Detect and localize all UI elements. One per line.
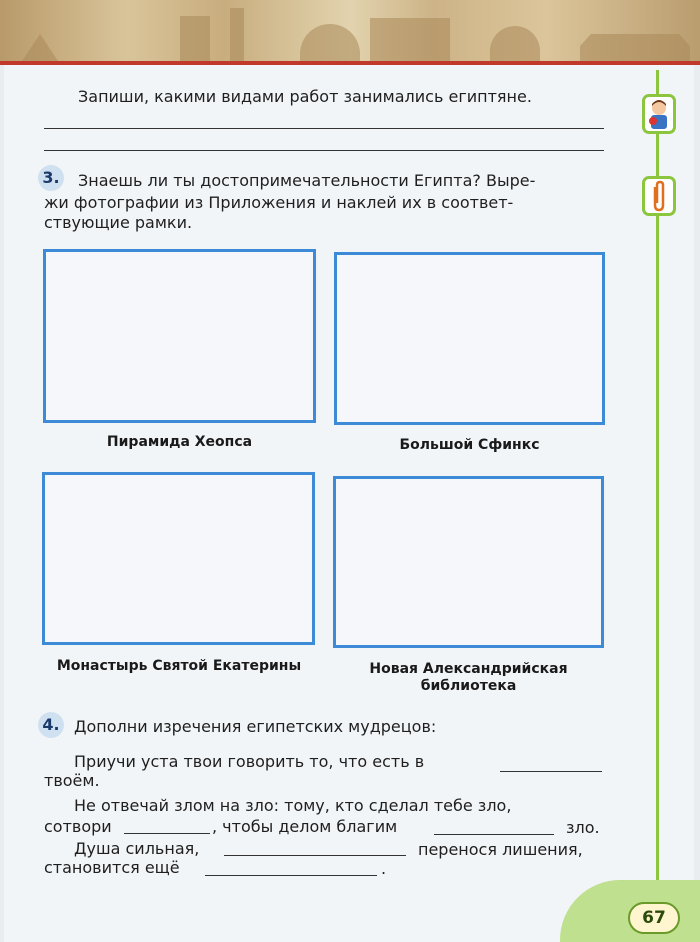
caption-library-line-2: библиотека (420, 678, 517, 694)
saying-1-part-2: твоём. (44, 771, 100, 790)
photo-frame-monastery[interactable] (42, 472, 315, 645)
saying-3-part-4: . (381, 859, 387, 878)
task-4-title: Дополни изречения египетских мудрецов: (74, 717, 437, 736)
photo-frame-sphinx[interactable] (334, 252, 605, 425)
saying-1-part-1: Приучи уста твои говорить то, что есть в (74, 752, 425, 771)
saying-1-blank[interactable] (500, 771, 602, 772)
saying-3-part-2: перенося лишения, (418, 840, 583, 859)
saying-2-part-1: Не отвечай злом на зло: тому, кто сделал тебе зло, (74, 796, 512, 815)
saying-3-part-3: становится ещё (44, 858, 180, 877)
saying-3-blank-2[interactable] (205, 875, 377, 876)
saying-2-part-4: зло. (566, 818, 600, 837)
caption-library-line-1: Новая Александрийская (369, 661, 568, 677)
caption-monastery: Монастырь Святой Екатерины (56, 658, 302, 674)
saying-2-part-3: , чтобы делом благим (212, 817, 398, 836)
saying-2-blank-2[interactable] (434, 834, 554, 835)
answer-line-1[interactable] (44, 128, 604, 129)
task-top-text: Запиши, какими видами работ занимались египтяне. (78, 87, 532, 106)
page-number: 67 (628, 902, 680, 934)
header-banner (0, 0, 700, 64)
caption-pyramid: Пирамида Хеопса (106, 434, 253, 450)
task-3-line-1: Знаешь ли ты достопримечательности Египта? Выре- (78, 171, 536, 190)
saying-3-part-1: Душа сильная, (74, 839, 200, 858)
paperclip-icon (642, 176, 676, 216)
student-icon (642, 94, 676, 134)
task-3-line-2: жи фотографии из Приложения и наклей их в соответ- (44, 193, 514, 212)
photo-frame-pyramid[interactable] (43, 249, 316, 423)
task-4-number: 4. (38, 712, 64, 738)
saying-3-blank-1[interactable] (224, 855, 406, 856)
caption-sphinx: Большой Сфинкс (399, 437, 540, 453)
task-3-number: 3. (38, 165, 64, 191)
task-3-line-3: ствующие рамки. (44, 213, 193, 232)
photo-frame-library[interactable] (333, 476, 604, 648)
saying-2-part-2: сотвори (44, 817, 112, 836)
saying-2-blank-1[interactable] (124, 833, 210, 834)
answer-line-2[interactable] (44, 150, 604, 151)
